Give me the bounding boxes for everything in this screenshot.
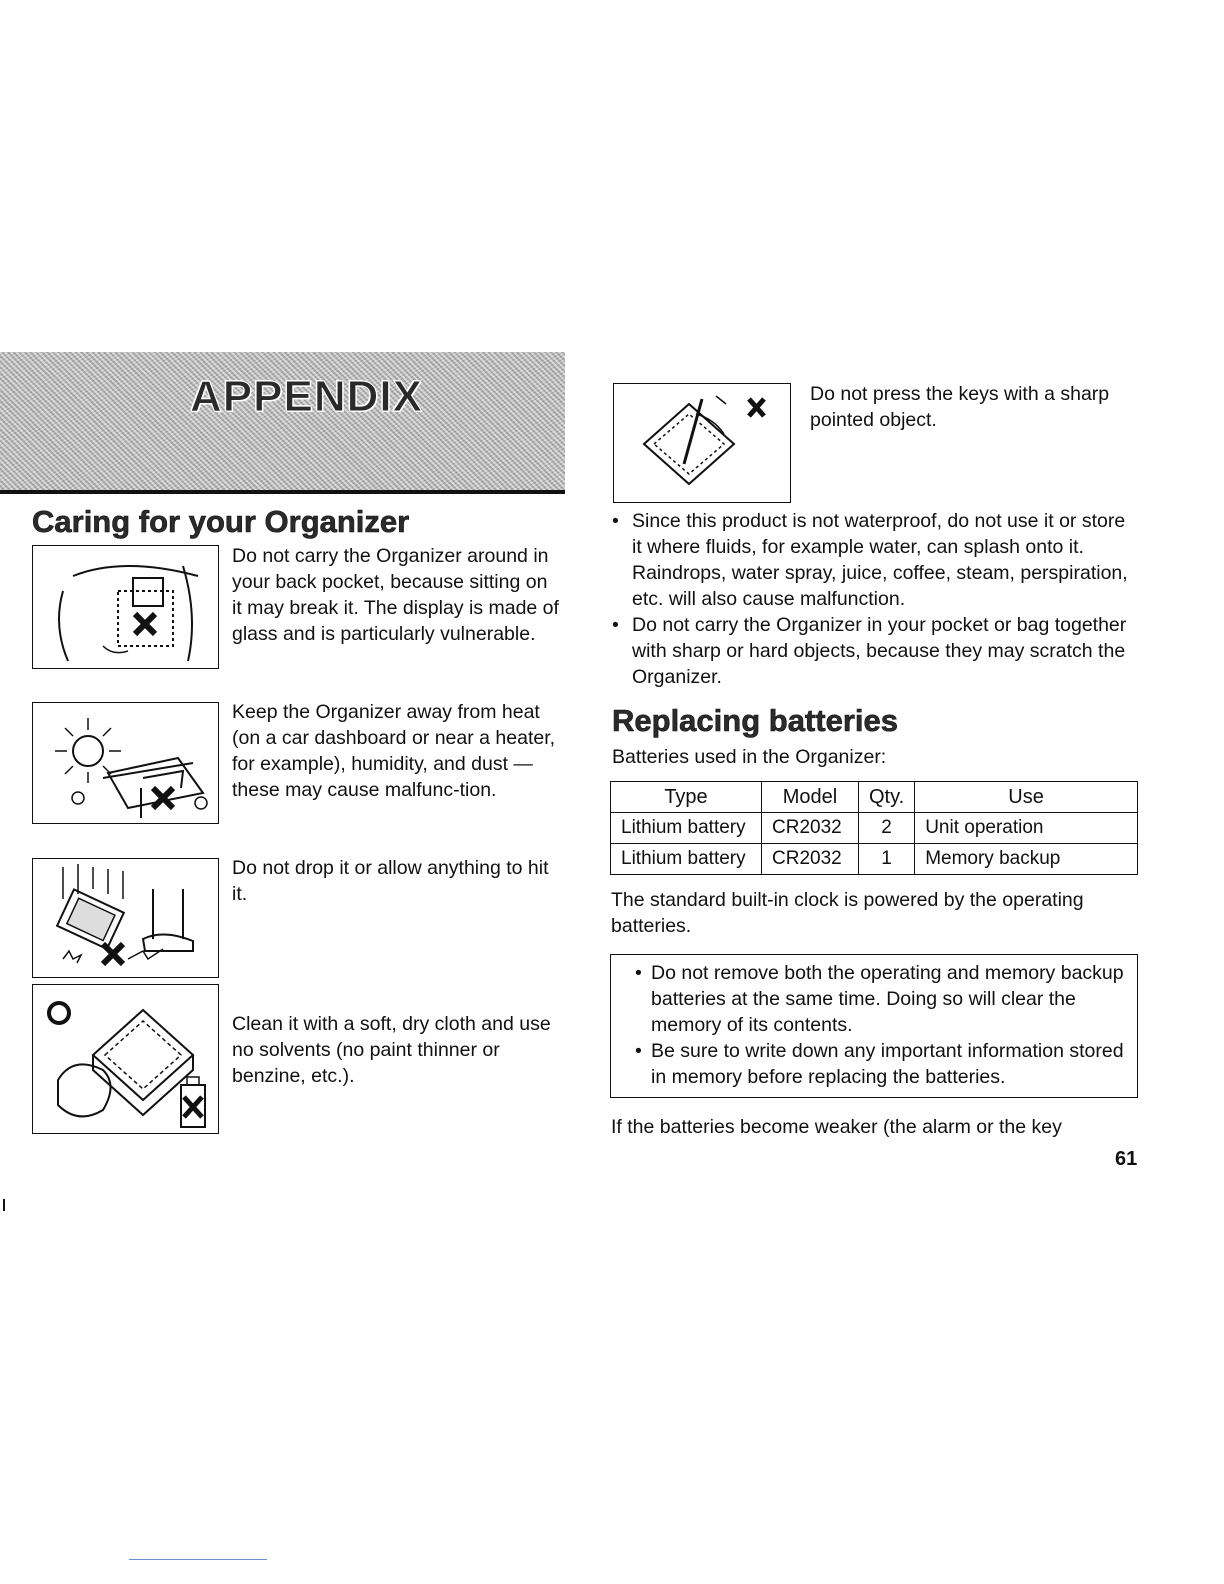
- page-number: 61: [1115, 1148, 1138, 1170]
- caring-text-1: Do not carry the Organizer around in your back pocket, because sitting on it may break it. The display is made of glass and is particularly vulnerable.: [232, 545, 559, 645]
- care-bullets: [610, 508, 1140, 690]
- back-pocket-icon: [32, 545, 219, 669]
- caring-text-3: Do not drop it or allow anything to hit it.: [232, 857, 549, 905]
- table-header-row: [611, 782, 1138, 813]
- cleaning-cloth-icon: [32, 984, 219, 1134]
- cell-model: CR2032: [762, 844, 859, 875]
- margin-mark: [3, 1199, 5, 1211]
- batteries-intro: Batteries used in the Organizer:: [612, 746, 887, 768]
- sharp-object-icon: [613, 383, 791, 503]
- caring-text-2: Keep the Organizer away from heat (on a car dashboard or near a heater, for example), humidity, and dust — these may cause malfunc-tion.: [232, 701, 556, 801]
- care-bullet-2: • Do not carry the Organizer in your pocket or bag together with sharp or hard objects, because they may scratch the Organizer.: [610, 612, 1140, 690]
- header-qty: Qty.: [859, 782, 915, 813]
- replacing-heading: Replacing batteries: [612, 703, 898, 738]
- cell-type: Lithium battery: [611, 844, 762, 875]
- cell-model: CR2032: [762, 813, 859, 844]
- footer-line: [129, 1559, 267, 1560]
- trailing-text: If the batteries become weaker (the alarm or the key: [611, 1116, 1062, 1138]
- warning-bullet-1: • Do not remove both the operating and memory backup batteries at the same time. Doing so will clear the memory of its contents.: [635, 960, 1125, 1038]
- warning-box: [610, 954, 1138, 1098]
- warning-bullet-2: • Be sure to write down any important information stored in memory before replacing the batteries.: [635, 1038, 1125, 1090]
- header-type: Type: [611, 782, 762, 813]
- sharp-object-text: Do not press the keys with a sharp pointed object.: [810, 383, 1110, 431]
- caring-heading: Caring for your Organizer: [32, 504, 410, 539]
- cell-use: Unit operation: [915, 813, 1138, 844]
- clock-note: The standard built-in clock is powered by the operating batteries.: [611, 889, 1084, 937]
- battery-table: [610, 781, 1138, 875]
- banner-rule: [0, 490, 565, 494]
- caring-text-4: Clean it with a soft, dry cloth and use no solvents (no paint thinner or benzine, etc.).: [232, 1013, 551, 1087]
- banner-title: APPENDIX: [190, 372, 423, 421]
- header-use: Use: [915, 782, 1138, 813]
- header-model: Model: [762, 782, 859, 813]
- drop-impact-icon: [32, 858, 219, 978]
- cell-use: Memory backup: [915, 844, 1138, 875]
- table-row: [611, 813, 1138, 844]
- care-bullet-1: • Since this product is not waterproof, do not use it or store it where fluids, for example water, can splash onto it. Raindrops, water spray, juice, coffee, steam, perspiration, etc. will also cause malfunction.: [610, 508, 1140, 612]
- cell-qty: 1: [859, 844, 915, 875]
- cell-qty: 2: [859, 813, 915, 844]
- appendix-banner: [0, 352, 565, 490]
- cell-type: Lithium battery: [611, 813, 762, 844]
- sun-dashboard-icon: [32, 702, 219, 824]
- table-row: [611, 844, 1138, 875]
